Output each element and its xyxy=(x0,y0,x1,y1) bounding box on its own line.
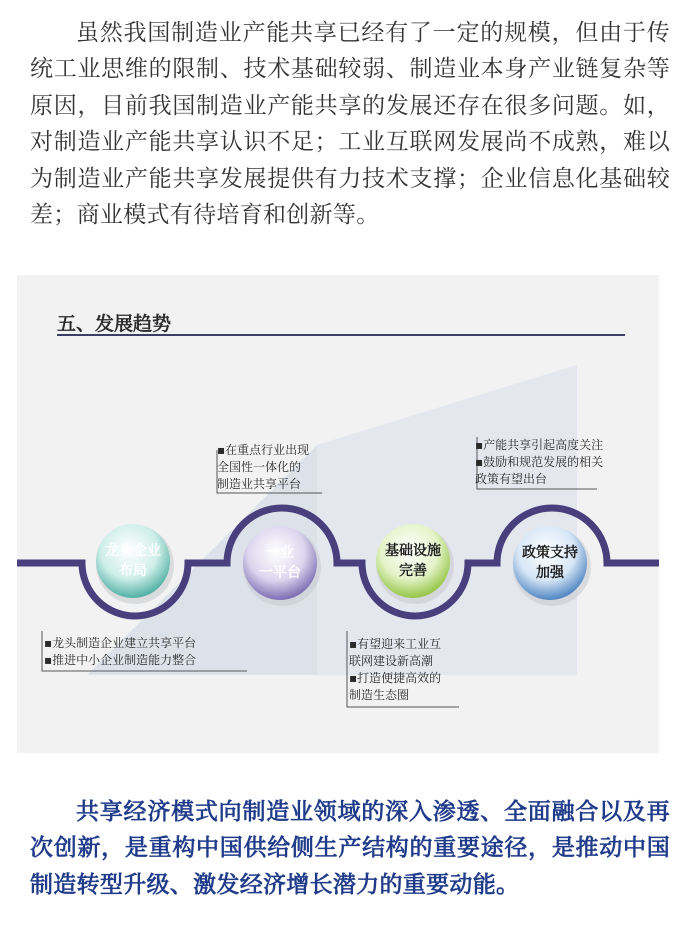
conclusion-paragraph: 共享经济模式向制造业领域的深入渗透、全面融合以及再次创新，是重构中国供给侧生产结构的重要途径，是推动中国制造转型升级、激发经济增长潜力的重要动能。 xyxy=(30,799,670,898)
node-platform-label: 一业 一平台 xyxy=(259,545,301,581)
leader-note: ▪龙头制造企业建立共享平台 ▪推进中小企业制造能力整合 xyxy=(44,636,197,667)
figure-title: 五、发展趋势 xyxy=(57,313,172,335)
timeline-graphic xyxy=(17,275,659,753)
policy-note: ▪产能共享引起高度关注 ▪鼓励和规范发展的相关 政策有望出台 xyxy=(475,438,604,486)
node-policy-label: 政策支持 加强 xyxy=(522,545,578,581)
infrastructure-note: ▪有望迎来工业互 联网建设新高潮 ▪打造便捷高效的 制造生态圈 xyxy=(349,637,442,702)
development-trend-figure xyxy=(17,275,659,753)
node-infrastructure-label: 基础设施 完善 xyxy=(385,543,441,579)
intro-paragraph: 虽然我国制造业产能共享已经有了一定的规模，但由于传统工业思维的限制、技术基础较弱、制造业本身产业链复杂等原因，目前我国制造业产能共享的发展还存在很多问题。如，对制造业产能共享认识不足；工业互联网发展尚不成熟，难以为制造业产能共享发展提供有力技术支撑；企业信息化基础较差；商业模式有待培育和创新等。 xyxy=(30,20,670,229)
node-leader-label: 龙头企业 布局 xyxy=(105,543,161,579)
platform-note: ▪在重点行业出现 全国性一体化的 制造业共享平台 xyxy=(217,443,310,491)
